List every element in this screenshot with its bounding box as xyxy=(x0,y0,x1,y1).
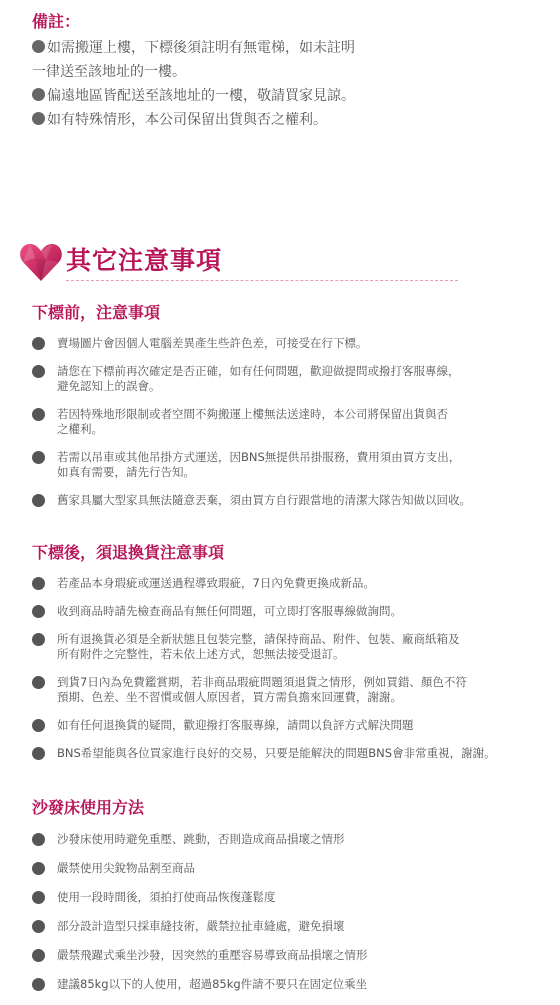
remarks-line: 偏遠地區皆配送至該地址的一樓，敬請買家見諒。 xyxy=(32,84,542,108)
list-item: 如有任何退換貨的疑問，歡迎撥打客服專線，請問以負評方式解決問題 xyxy=(32,718,542,733)
bullet-icon xyxy=(32,833,45,846)
section-title: 下標前，注意事項 xyxy=(32,303,161,322)
bullet-icon xyxy=(32,337,45,350)
bullet-icon xyxy=(32,862,45,875)
notice-list xyxy=(32,336,542,508)
bullet-icon xyxy=(32,408,45,421)
section-title: 下標後，須退換貨注意事項 xyxy=(32,543,225,562)
bullet-icon xyxy=(32,633,45,646)
bullet-icon xyxy=(32,891,45,904)
remarks-line: 如有特殊情形，本公司保留出貨與否之權利。 xyxy=(32,108,542,132)
heart-icon xyxy=(18,240,64,284)
bullet-icon xyxy=(32,112,45,125)
list-item: 請您在下標前再次確定是否正確，如有任何問題，歡迎做提問或撥打客服專線， 避免認知上的誤會。 xyxy=(32,364,542,394)
list-item: 到貨7日內為免費鑑賞期，若非商品瑕疵問題須退貨之情形，例如買錯、顏色不符 預期、色差、坐不習慣或個人原因者，買方需負擔來回運費，謝謝。 xyxy=(32,675,542,705)
remarks-line: 一律送至該地址的一樓。 xyxy=(32,64,186,80)
bullet-icon xyxy=(32,949,45,962)
bullet-icon xyxy=(32,676,45,689)
remarks-block xyxy=(32,10,542,132)
section-before-order xyxy=(32,301,542,508)
bullet-icon xyxy=(32,88,45,101)
section-title: 沙發床使用方法 xyxy=(32,798,145,817)
bullet-icon xyxy=(32,40,45,53)
remarks-title: 備註： xyxy=(32,12,81,31)
list-item: 沙發床使用時避免重壓、跳動，否則造成商品損壞之情形 xyxy=(32,832,542,847)
list-item: 部分設計造型只採車縫技術，嚴禁拉扯車縫處，避免損壞 xyxy=(32,919,542,934)
bullet-icon xyxy=(32,719,45,732)
list-item: 所有退換貨必須是全新狀態且包裝完整，請保持商品、附件、包裝、廠商紙箱及 所有附件之完整性，若未依上述方式，恕無法接受退訂。 xyxy=(32,632,542,662)
bullet-icon xyxy=(32,978,45,991)
banner-divider xyxy=(66,280,458,281)
other-notices-banner xyxy=(18,240,448,288)
remarks-line: 如需搬運上樓，下標後須註明有無電梯，如未註明 xyxy=(32,36,542,60)
list-item: 若產品本身瑕疵或運送過程導致瑕疵，7日內免費更換成新品。 xyxy=(32,576,542,591)
list-item: 若需以吊車或其他吊掛方式運送，因BNS無提供吊掛服務，費用須由買方支出， 如真有需要，請先行告知。 xyxy=(32,450,542,480)
list-item: 收到商品時請先檢查商品有無任何問題，可立即打客服專線做詢問。 xyxy=(32,604,542,619)
banner-title: 其它注意事項 xyxy=(66,246,223,275)
bullet-icon xyxy=(32,747,45,760)
bullet-icon xyxy=(32,365,45,378)
list-item: BNS希望能與各位買家進行良好的交易，只要是能解決的問題BNS會非常重視，謝謝。 xyxy=(32,746,542,761)
list-item: 嚴禁使用尖銳物品割至商品 xyxy=(32,861,542,876)
notice-list xyxy=(32,832,542,992)
bullet-icon xyxy=(32,577,45,590)
bullet-icon xyxy=(32,605,45,618)
bullet-icon xyxy=(32,451,45,464)
notice-list xyxy=(32,576,542,761)
list-item: 舊家具屬大型家具無法隨意丟棄，須由買方自行跟當地的清潔大隊告知做以回收。 xyxy=(32,493,542,508)
list-item: 賣場圖片會因個人電腦差異產生些許色差，可接受在行下標。 xyxy=(32,336,542,351)
section-sofa-bed-usage xyxy=(32,796,542,992)
bullet-icon xyxy=(32,920,45,933)
list-item: 使用一段時間後，須拍打使商品恢復蓬鬆度 xyxy=(32,890,542,905)
list-item: 若因特殊地形限制或者空間不夠搬運上樓無法送達時，本公司將保留出貨與否 之權利。 xyxy=(32,407,542,437)
bullet-icon xyxy=(32,494,45,507)
section-after-order-returns xyxy=(32,541,542,761)
list-item: 嚴禁飛躍式乘坐沙發，因突然的重壓容易導致商品損壞之情形 xyxy=(32,948,542,963)
list-item: 建議85kg以下的人使用，超過85kg件請不要只在固定位乘坐 xyxy=(32,977,542,992)
